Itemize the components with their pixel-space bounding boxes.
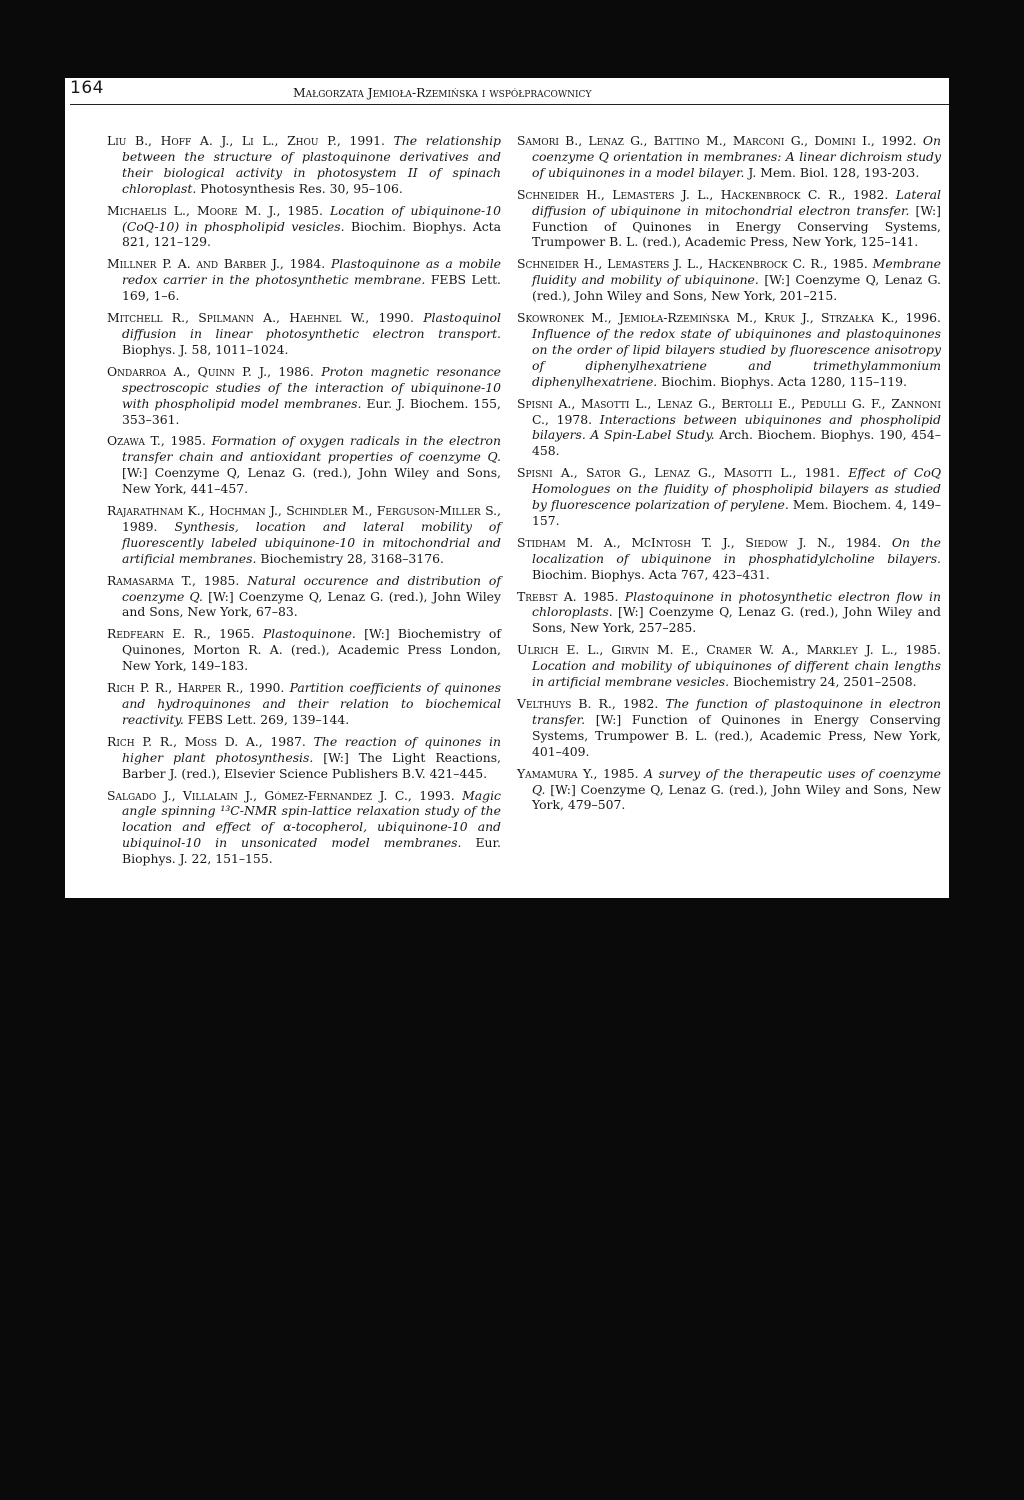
reference-source: Biochim. Biophys. Acta 1280, 115–119. [661, 373, 907, 389]
reference-entry [517, 310, 941, 390]
reference-source: [W:] Coenzyme Q, Lenaz G. (red.), John Wiley and Sons, New York, 479–507. [532, 781, 941, 813]
reference-title: Plastoquinone. [262, 626, 356, 642]
reference-source: Biophys. J. 58, 1011–1024. [122, 341, 289, 357]
reference-authors: Ondarroa A., Quinn P. J., 1986. [107, 363, 314, 379]
reference-authors: Mitchell R., Spilmann A., Haehnel W., 1990. [107, 310, 414, 326]
reference-authors: Schneider H., Lemasters J. L., Hackenbrock C. R., 1982. [517, 186, 889, 202]
reference-authors: Trebst A. 1985. [517, 588, 619, 604]
reference-title: The relationship between the structure of plastoquinone derivatives and their biological activity in photosystem II of spinach chloroplast. [122, 133, 501, 196]
reference-source: [W:] Function of Quinones in Energy Conserving Systems, Trumpower B. L. (red.), Academic Press, New York, 125–141. [532, 202, 941, 250]
reference-entry [517, 256, 941, 304]
reference-source: [W:] Biochemistry of Quinones, Morton R. A. (red.), Academic Press London, New York, 149–183. [122, 626, 501, 674]
reference-title: A survey of the therapeutic uses of coenzyme Q. [532, 765, 941, 797]
reference-entry [517, 589, 941, 637]
reference-source: Arch. Biochem. Biophys. 190, 454–458. [532, 427, 942, 459]
reference-source: Eur. J. Biochem. 155, 353–361. [122, 395, 501, 427]
reference-title: Synthesis, location and lateral mobility of fluorescently labeled ubiquinone-10 in mitochondrial and artificial membranes. [122, 518, 501, 566]
reference-title: Influence of the redox state of ubiquinones and plastoquinones on the order of lipid bilayers studied by fluorescence anisotropy of diphenylhexatriene and trimethylammonium diphenylhexatriene. [532, 325, 941, 389]
reference-entry [517, 535, 941, 583]
reference-authors: Yamamura Y., 1985. [517, 765, 639, 781]
reference-entry [107, 626, 501, 674]
reference-source: [W:] Coenzyme Q, Lenaz G. (red.), John Wiley and Sons, New York, 67–83. [122, 588, 501, 620]
page-header [70, 80, 949, 105]
reference-title: On coenzyme Q orientation in membranes: A linear dichroism study of ubiquinones in a model bilayer. [532, 133, 941, 180]
reference-title: Plastoquinol diffusion in linear photosynthetic electron transport. [122, 310, 501, 341]
reference-entry [107, 310, 501, 358]
reference-entry [107, 734, 501, 782]
reference-title: Plastoquinone in photosynthetic electron flow in chloroplasts. [532, 588, 941, 620]
reference-authors: Schneider H., Lemasters J. L., Hackenbrock C. R., 1985. [517, 256, 868, 272]
reference-source: Eur. Biophys. J. 22, 151–155. [122, 835, 501, 867]
reference-entry [517, 133, 941, 181]
reference-source: [W:] Coenzyme Q, Lenaz G. (red.), John Wiley and Sons, New York, 257–285. [532, 604, 941, 636]
reference-authors: Samori B., Lenaz G., Battino M., Marconi G., Domini I., 1992. [517, 133, 917, 148]
reference-authors: Liu B., Hoff A. J., Li L., Zhou P., 1991. [107, 133, 385, 148]
reference-title: Magic angle spinning ¹³C-NMR spin-lattice relaxation study of the location and effect of α-tocopherol, ubiquinone-10 and ubiquinol-10 in unsonicated model membranes. [122, 787, 501, 851]
reference-entry [517, 465, 941, 529]
reference-title: Proton magnetic resonance spectroscopic studies of the interaction of ubiquinone-10 with phospholipid model membranes. [122, 363, 501, 411]
reference-authors: Redfearn E. R., 1965. [107, 626, 255, 642]
reference-authors: Michaelis L., Moore M. J., 1985. [107, 202, 323, 218]
reference-entry [517, 766, 941, 814]
reference-title: The function of plastoquinone in electron transfer. [532, 696, 941, 727]
reference-source: Mem. Biochem. 4, 149–157. [532, 497, 941, 528]
reference-title: Lateral diffusion of ubiquinone in mitochondrial electron transfer. [532, 186, 941, 218]
reference-source: FEBS Lett. 269, 139–144. [187, 711, 350, 727]
journal-page [65, 78, 949, 898]
reference-source: FEBS Lett. 169, 1–6. [122, 272, 501, 304]
reference-title: Natural occurence and distribution of coenzyme Q. [122, 572, 501, 604]
reference-authors: Rajarathnam K., Hochman J., Schindler M., Ferguson-Miller S., 1989. [107, 503, 501, 534]
reference-authors: Salgado J., Villalain J., Gómez-Fernandez J. C., 1993. [107, 787, 455, 803]
reference-entry [517, 696, 941, 760]
reference-title: Plastoquinone as a mobile redox carrier in the photosynthetic membrane. [122, 256, 501, 288]
reference-source: Biochim. Biophys. Acta 767, 423–431. [532, 566, 770, 582]
reference-authors: Skowronek M., Jemioła-Rzemińska M., Kruk J., Strzałka K., 1996. [517, 310, 941, 326]
reference-entry [107, 133, 501, 197]
reference-title: On the localization of ubiquinone in phosphatidylcholine bilayers. [532, 534, 941, 566]
reference-source: J. Mem. Biol. 128, 193-203. [748, 164, 920, 180]
reference-entry [107, 503, 501, 567]
reference-title: Membrane fluidity and mobility of ubiquinone. [532, 256, 941, 288]
running-head: Małgorzata Jemioła-Rzemińska i współpracownicy [293, 85, 592, 100]
reference-authors: Ramasarma T., 1985. [107, 572, 240, 588]
reference-source: [W:] Coenzyme Q, Lenaz G. (red.), John Wiley and Sons, New York, 441–457. [122, 465, 501, 497]
reference-source: Photosynthesis Res. 30, 95–106. [200, 180, 403, 196]
reference-source: [W:] Coenzyme Q, Lenaz G. (red.), John Wiley and Sons, New York, 201–215. [532, 272, 941, 304]
reference-entry [107, 203, 501, 251]
reference-authors: Millner P. A. and Barber J., 1984. [107, 256, 326, 272]
reference-source: [W:] The Light Reactions, Barber J. (red.), Elsevier Science Publishers B.V. 421–445. [122, 749, 501, 781]
reference-entry [107, 364, 501, 428]
reference-entry [107, 680, 501, 728]
reference-authors: Ozawa T., 1985. [107, 433, 206, 449]
reference-authors: Spisni A., Sator G., Lenaz G., Masotti L., 1981. [517, 465, 841, 481]
reference-title: Interactions between ubiquinones and phospholipid bilayers. A Spin-Label Study. [532, 411, 941, 443]
reference-entry [517, 187, 941, 251]
reference-source: Biochim. Biophys. Acta 821, 121–129. [122, 218, 501, 250]
reference-entry [107, 788, 501, 868]
references-right-column [517, 133, 941, 819]
reference-entry [517, 396, 941, 460]
reference-title: Location and mobility of ubiquinones of different chain lengths in artificial membrane vesicles. [532, 658, 941, 690]
reference-title: Effect of CoQ Homologues on the fluidity of phospholipid bilayers as studied by fluorescence polarization of perylene. [532, 465, 941, 513]
reference-source: [W:] Function of Quinones in Energy Conserving Systems, Trumpower B. L. (red.), Academic Press, New York, 401–409. [532, 711, 941, 759]
reference-entry [107, 573, 501, 621]
reference-entry [107, 433, 501, 497]
reference-source: Biochemistry 28, 3168–3176. [260, 550, 444, 566]
reference-authors: Ulrich E. L., Girvin M. E., Cramer W. A., Markley J. L., 1985. [517, 642, 941, 658]
reference-authors: Rich P. R., Harper R., 1990. [107, 680, 285, 696]
reference-entry [517, 642, 941, 690]
reference-title: Partition coefficients of quinones and hydroquinones and their relation to biochemical reactivity. [122, 680, 501, 727]
references-left-column [107, 133, 501, 873]
reference-title: Formation of oxygen radicals in the electron transfer chain and antioxidant properties of coenzyme Q. [122, 433, 501, 465]
reference-source: Biochemistry 24, 2501–2508. [733, 674, 917, 690]
reference-authors: Stidham M. A., McIntosh T. J., Siedow J. N., 1984. [517, 534, 882, 550]
reference-authors: Rich P. R., Moss D. A., 1987. [107, 733, 306, 749]
reference-title: The reaction of quinones in higher plant photosynthesis. [122, 733, 501, 765]
page-number: 164 [70, 78, 104, 98]
reference-authors: Spisni A., Masotti L., Lenaz G., Bertolli E., Pedulli G. F., Zannoni C., 1978. [517, 395, 941, 427]
reference-title: Location of ubiquinone-10 (CoQ-10) in phospholipid vesicles. [122, 202, 501, 234]
reference-entry [107, 256, 501, 304]
reference-authors: Velthuys B. R., 1982. [517, 696, 659, 711]
